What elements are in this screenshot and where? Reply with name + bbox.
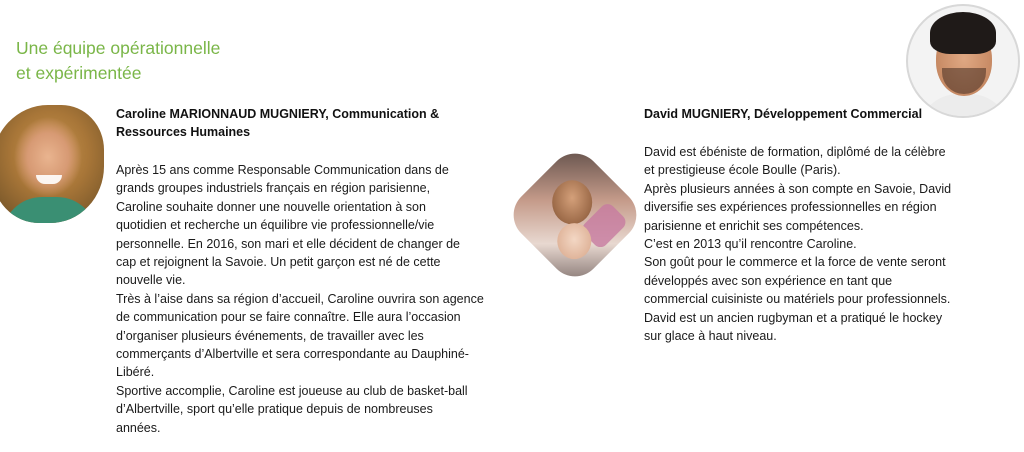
caroline-bio-line: personnelle. En 2016, son mari et elle décident de changer de [116,236,460,251]
david-bio-line: développés avec son expérience en tant que [644,273,893,288]
david-name: David MUGNIERY, Développement Commercial [644,107,923,121]
caroline-bio-line: Après 15 ans comme Responsable Communication dans de [116,163,449,177]
david-bio-line: David est un ancien rugbyman et a pratiqué le hockey [644,310,943,325]
david-photo-hair [930,12,996,54]
david-bio-line: Après plusieurs années à son compte en Savoie, David [644,181,952,196]
david-bio-line: commercial cuisiniste ou matériels pour professionnels. [644,292,951,307]
david-bio-line: diversifie ses expériences professionnelles en région [644,200,937,215]
caroline-bio [116,161,484,437]
page-title-line-2: et expérimentée [16,63,142,83]
caroline-bio-line: cap et rejoignent la Savoie. Un petit garçon est né de cette [116,255,441,270]
caroline-bio-line: d’organiser plusieurs événements, de travailler avec les [116,328,424,343]
caroline-bio-line: Caroline souhaite donner une nouvelle orientation à son [116,199,426,214]
caroline-photo [0,105,104,223]
david-photo [906,4,1020,118]
david-bio-line: et prestigieuse école Boulle (Paris). [644,163,841,178]
caroline-bio-line: de communication pour se faire connaître. Elle aura l’occasion [116,310,461,325]
caroline-bio-line: d’Albertville, sport qu’elle pratique depuis de nombreuses [116,402,433,417]
caroline-bio-line: Très à l’aise dans sa région d’accueil, Caroline ouvrira son agence [116,291,484,306]
family-photo-baby [557,223,591,259]
david-bio-line: C’est en 2013 qu’il rencontre Caroline. [644,237,857,252]
david-bio-line: Son goût pour le commerce et la force de vente seront [644,255,946,270]
caroline-bio-line: années. [116,420,161,435]
caroline-photo-shirt [2,197,97,223]
caroline-name-line-2: Ressources Humaines [116,125,251,139]
caroline-bio-line: Libéré. [116,365,155,380]
caroline-bio-line: grands groupes industriels français en région parisienne, [116,181,431,196]
caroline-name-line-1: Caroline MARIONNAUD MUGNIERY, Communication & [116,107,440,121]
caroline-name [116,105,496,141]
family-photo [503,143,647,287]
david-bio-line: sur glace à haut niveau. [644,329,777,344]
david-bio-line: parisienne et enrichit ses compétences. [644,218,864,233]
caroline-bio-line: commerçants d’Albertville et sera correspondante au Dauphiné- [116,347,469,362]
page-title [16,36,220,86]
caroline-bio-line: nouvelle vie. [116,273,186,288]
family-photo-father [552,180,592,224]
caroline-bio-line: Sportive accomplie, Caroline est joueuse au club de basket-ball [116,383,468,398]
caroline-bio-line: quotidien et recherche un équilibre vie professionnelle/vie [116,218,435,233]
david-bio [644,143,951,345]
caroline-photo-smile [36,175,62,184]
page-title-line-1: Une équipe opérationnelle [16,38,221,58]
david-bio-line: David est ébéniste de formation, diplômé de la célèbre [644,145,946,159]
